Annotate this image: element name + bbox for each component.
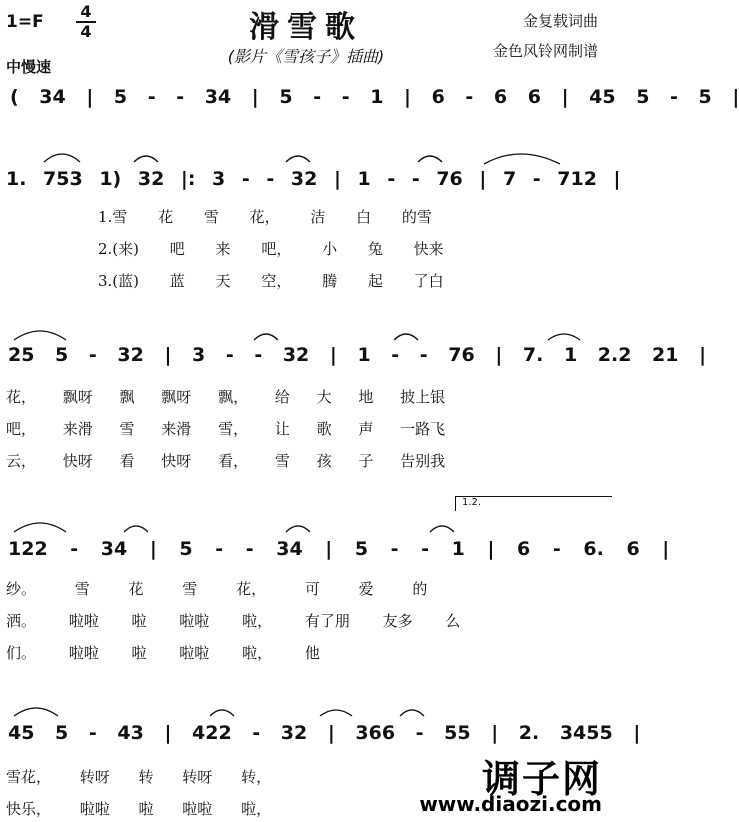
- slur: [484, 154, 560, 164]
- system-2-notes: 1. 753 1) 32 |: 3 - - 32 | 1 - - 76 | 7 - 712 |: [6, 168, 621, 190]
- tempo-marking: 中慢速: [6, 58, 52, 76]
- slur: [286, 526, 310, 532]
- volta-bracket: 1.2.: [455, 496, 612, 511]
- slur: [254, 334, 278, 340]
- slur: [320, 710, 352, 716]
- transcriber-credit: 金色风铃网制谱: [492, 42, 598, 60]
- watermark-site-url: www.diaozi.com: [419, 792, 602, 816]
- slur: [430, 526, 454, 532]
- time-signature-top: 4: [80, 2, 92, 21]
- song-subtitle: (影片《雪孩子》插曲): [227, 47, 385, 66]
- slur: [124, 526, 148, 532]
- slur: [14, 523, 66, 532]
- system-3-lyric-1: 花， 飘呀 飘 飘呀 飘， 给 大 地 披上银: [6, 388, 446, 406]
- slur: [14, 708, 58, 716]
- system-5-lyric-2: 快乐， 啦啦 啦 啦啦 啦，: [6, 800, 272, 818]
- slur: [400, 710, 424, 716]
- slur: [394, 334, 418, 340]
- slur: [548, 334, 580, 340]
- system-3-lyric-2: 吧， 来滑 雪 来滑 雪， 让 歌 声 一路飞: [6, 420, 446, 438]
- slur: [14, 331, 66, 340]
- lyricist-credit: 金复载词曲: [522, 12, 598, 30]
- slur: [418, 156, 442, 162]
- system-4-notes: 122 - 34 | 5 - - 34 | 5 - - 1 | 6 - 6. 6 |: [8, 538, 670, 560]
- time-signature-bottom: 4: [80, 22, 92, 41]
- system-2-lyric-1: 1.雪 花 雪 花， 洁 白 的雪: [98, 208, 432, 226]
- watermark-site-name: 调子网: [481, 757, 602, 801]
- system-4-lyric-3: 们。 啦啦 啦 啦啦 啦， 他: [6, 644, 320, 662]
- slur: [134, 156, 158, 162]
- slur: [44, 154, 80, 162]
- system-4-lyric-1: 纱。 雪 花 雪 花， 可 爱 的: [6, 580, 428, 598]
- system-2-lyric-2: 2.(来) 吧 来 吧， 小 兔 快来: [98, 240, 444, 258]
- system-1-notes: ( 34 | 5 - - 34 | 5 - - 1 | 6 - 6 6 | 45 5 - 5 |: [10, 86, 739, 108]
- system-2-lyric-3: 3.(蓝) 蓝 天 空， 腾 起 了白: [98, 272, 444, 290]
- system-5-notes: 45 5 - 43 | 422 - 32 | 366 - 55 | 2. 3455 |: [8, 722, 641, 744]
- system-5-lyric-1: 雪花， 转呀 转 转呀 转，: [6, 768, 272, 786]
- key-signature: 1=F: [6, 12, 44, 32]
- slur: [286, 156, 310, 162]
- system-3-lyric-3: 云， 快呀 看 快呀 看， 雪 孩 子 告别我: [6, 452, 446, 470]
- system-4-lyric-2: 洒。 啦啦 啦 啦啦 啦， 有了朋 友多 么: [6, 612, 461, 630]
- slur: [210, 710, 234, 716]
- song-title: 滑雪歌: [249, 10, 363, 45]
- system-3-notes: 25 5 - 32 | 3 - - 32 | 1 - - 76 | 7. 1 2.2 21 |: [8, 344, 707, 366]
